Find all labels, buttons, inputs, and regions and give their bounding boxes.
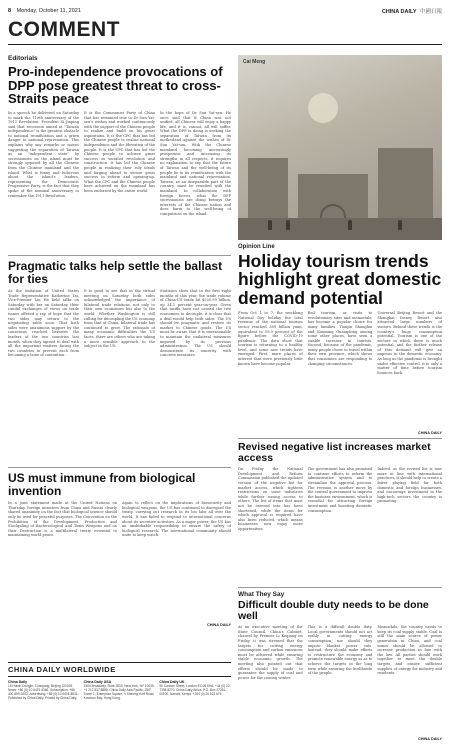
footer-block-title: China Daily bbox=[8, 680, 28, 684]
cartoon-illustration bbox=[238, 55, 442, 240]
what-they-say-byline: CHINA DAILY bbox=[418, 737, 442, 742]
masthead-footer bbox=[8, 662, 231, 700]
second-editorial-col-3: Statistics show that in the first eight months of this year, the trade volume of China-US trade hit $500.99 billion, up 34.1 percent year-on-year. Given that tariffs have not caused the two economies to decouple, it is clear that a deal would help both sides. The US should be pragmatic and restore its market to Chinese goods. The US must be aware that it is unreasonable to maintain the unilateral measures imposed by its previous administration. The US should demonstrate its sincerity with concrete measures. bbox=[160, 289, 231, 358]
editorials-column bbox=[8, 55, 231, 627]
lead-editorial-col-1: In a speech he delivered on Saturday to mark the 110th anniversary of the 1911 Revolution, President Xi Jinping said that secession aimed at "Taiwan independence" is the greatest obstacle to national reunification and a grave danger to national rejuvenation. This explains why any remarks or moves suggesting the separation of Taiwan as an "independent state" by secessionists on the island must be strongly opposed by all the Chinese from the Chinese mainland and the island. What is funny and ludicrous about the island's leaders, representing the Democratic Progressive Party, is the fact that they spoke of the nominal anniversary to remember the 1911 Revolution. bbox=[8, 110, 79, 198]
section-title: COMMENT bbox=[8, 18, 120, 41]
lead-editorial-col-2: It is the Communist Party of China that has remained true to Dr Sun Yat-sen's wishes and worked continuously with the support of the Chinese people to realize and build on his great aspirations. It is the CPC that has led the Chinese people to realize national independence and the liberation of the people. It is the CPC that has led the Chinese people to achieve great success in socialist revolution and construction. It has led the Chinese people in realizing their ruly ideals and forging ahead to secure great success in reform and opening-up. What the CPC and the Chinese people have achieved on the mainland has been endorsed by the entire world. bbox=[84, 110, 155, 194]
tourist-figure bbox=[286, 220, 290, 230]
third-editorial-col-1: In a joint statement made at the United Nations on Thursday, foreign ministers from China and Russia clearly shared unanimity on the fact that biological science should only be used for peaceful purposes. The Convention on the Prohibition of the Development, Production and Stockpiling of Bacteriological and Toxin Weapons and on their Destruction is a multilateral treaty essential to maintaining world peace. bbox=[8, 501, 117, 538]
tourist-figure bbox=[398, 220, 402, 230]
illustrator-credit: Cai Meng bbox=[243, 59, 266, 65]
divider bbox=[8, 467, 231, 468]
building-shape bbox=[378, 148, 433, 218]
market-access-headline: Revised negative list increases market access bbox=[238, 441, 431, 465]
footer-block bbox=[159, 680, 231, 700]
publication-name: CHINA DAILY bbox=[381, 9, 417, 15]
third-editorial-body bbox=[8, 501, 231, 621]
divider bbox=[8, 255, 231, 256]
tourist-figure bbox=[348, 220, 352, 230]
editorials-label: Editorials bbox=[8, 55, 38, 62]
footer-block-text: 15 Huixin Dongjie, Chaoyang, Beijing 100029. News: +86 (0) 10 6491 8366. Subscription: +86 400-699-0203. Advertising: +86 (0) 10 6491 8631. Published by China Daily. Printed by China Daily. bbox=[8, 684, 79, 700]
tourist-figure bbox=[268, 220, 272, 230]
what-they-say-col-3: Meanwhile, the country needs to keep its coal supply stable. Coal is still the main source of power generation in China, and coal mines should be allowed to increase production in line with the law. All parties should work together to meet the double targets and ensure sufficient supplies of energy for industry and residents. bbox=[377, 625, 443, 676]
opinion-col-1: From Oct 1 to 7, the weeklong National Day holiday the total revenue of the national tourism sector reached 389 billion yuan, equivalent to 59.9 percent of the figure before the COVID-19 pandemic. The data show that tourism is returning to a healthy level, and some new trends have emerged. First, more places of interest that were previously little known have become popular. bbox=[238, 311, 303, 366]
top-bar bbox=[8, 5, 442, 17]
second-editorial-body bbox=[8, 289, 231, 463]
issue-date: Monday, October 11, 2021 bbox=[16, 8, 81, 14]
second-editorial-headline: Pragmatic talks help settle the ballast for ties bbox=[8, 258, 223, 286]
what-they-say-headline: Difficult double duty needs to be done well bbox=[238, 599, 429, 623]
lead-editorial-col-3: In the hope of Dr Sun Yat-sen. He once said that if China was not unified, all Chinese will enjoy a happy life, and it is, cannot, all will suffer. What the DPP is doing is seeking the separation of Taiwan from its motherland against the wishes of Dr Sun Yat-sen. With the Chinese mainland becoming increasingly prosperous and increasing its strengths in all respects, it requires no explanation to say that the future of Taiwan and the well-being of its people lie in its reunification with the mainland and national rejuvenation. Taiwan, as an inseparable part of the country, must be reunited with the mainland. In collaboration with foreign forces, what the DPP secessionists are doing betrays the interests of the Chinese nation and does harm to the well-being of compatriots on the island. bbox=[160, 110, 231, 216]
opinion-body bbox=[238, 311, 442, 429]
footer-block bbox=[84, 680, 156, 700]
footer-masthead: CHINA DAILY WORLDWIDE bbox=[8, 662, 231, 677]
opinion-col-2: Red tourism, or visits to revolutionary sites and memorials, has become a popular choice for many families. Tianjin Shanghai and Kunming Guangdong among some other places, have seen a sizable increase in tourists. Second, because of the pandemic, many people chose to travel within their own province, which shows that consumers are responding to changing circumstances. bbox=[307, 311, 373, 366]
what-they-say-label: What They Say bbox=[238, 591, 285, 599]
opinion-col-3: Universal Beijing Resort and the Shanghai Disney Resort also attracted large numbers of visitors. Behind these trends is the country's huge consumption potential. Tourism is one of the sectors in which there is much potential, and the further release of this demand will give an impetus to the domestic economy. As long as the pandemic is brought under effective control, it is only a matter of time before tourism bounces back. bbox=[377, 311, 443, 375]
footer-contacts bbox=[8, 680, 231, 700]
opinion-headline: Holiday tourism trends highlight great domestic demand potential bbox=[238, 251, 442, 308]
sky-glow bbox=[308, 93, 338, 123]
lead-editorial-headline: Pro-independence provocations of DPP pose greatest threat to cross-Straits peace bbox=[8, 64, 223, 107]
what-they-say-body bbox=[238, 625, 442, 735]
footer-block-title: China Daily UK bbox=[159, 680, 185, 684]
opinion-line-label: Opinion Line bbox=[238, 244, 275, 250]
building-shape bbox=[248, 158, 288, 218]
publication-name-cn: 中國日報 bbox=[419, 9, 442, 15]
market-access-col-3: Indeed, as the revised list is now more in line with international practices, it should help to create a fairer playing field for both domestic and foreign businesses, and encourage investment in the high-tech sectors the country is promoting. bbox=[377, 467, 443, 504]
lead-editorial-body bbox=[8, 111, 231, 251]
second-editorial-col-2: It is good to see that in the virtual meeting on Saturday both sides acknowledged the importance of bilateral trade relations, not only to their own economies but also to the world. Whether Washington is still calling for decoupling the US economy from that of China, bilateral trade has continued to grow. The rationale of many economic difficulties the US faces, there are others who are taking a more sensible approach to the subject in the US. bbox=[84, 289, 155, 349]
footer-block-text: 90 Cannon Street, London EC4N 6HA. +44 (0) 20 7398 8270. China Daily Africa, P.O. Box 27281-00100, Nairobi, Kenya. +254 (0) 20 522 675. bbox=[159, 684, 230, 696]
market-access-col-1: On Friday the National Development and Reform Commission published the updated version of the negative list for market access, which tightens restrictions on some industries while further easing access to others. The list of items that must not be entered into has been shortened, while the items for which approval is required have also been reduced, which means businesses now enjoy more opportunities. bbox=[238, 467, 303, 531]
divider bbox=[238, 438, 442, 439]
opinion-byline: CHINA DAILY bbox=[418, 431, 442, 436]
page-number: 8 bbox=[8, 8, 12, 14]
market-access-col-2: The government has also promised to continue efforts to reform the administrative system and to streamline the approval process. The revision is another move by the central government to improve the business environment, which is essential for attracting foreign investment and boosting domestic consumption. bbox=[307, 467, 373, 513]
what-they-say-col-2: This is a difficult double duty. Local governments should not act rashly in cutting energy consumption, nor should they impose blanket power cuts. Instead, they should make efforts to restructure the economy and promote renewable energy so as to achieve the targets in the long term while ensuring the livelihoods of the people. bbox=[307, 625, 373, 676]
footer-block-text: 1500 Broadway, Suite 2800, New York, NY 10036. +1 212 537 8888. China Daily Asia Pacific, 25/F, Tower 1, Enterprise Square, 9 Sheung Yuet Road, Kowloon Bay, Hong Kong. bbox=[83, 684, 155, 700]
third-editorial-col-2: Again to reflect on the implications of biosecurity and biological weapons, the US has continued to disregard the treaty, carrying out research in its bio labs all over the world. It has failed to respond to international concerns about its secretive activities. As a major power, the US has an unshirkable responsibility to ensure the safety of biological research. The international community should unite to keep watch. bbox=[122, 501, 231, 538]
what-they-say-col-1: At an executive meeting of the State Council, China's Cabinet, chaired by Premier Li Keqiang on Friday, it was stressed that the targets for cutting energy consumption and carbon emissions must be achieved while ensuring stable economic growth. The meeting also pointed out that efforts should be made to guarantee the supply of coal and power for the coming winter. bbox=[238, 625, 303, 680]
opinion-column bbox=[238, 55, 442, 741]
footer-block-title: China Daily USA bbox=[83, 680, 112, 684]
market-access-body bbox=[238, 467, 442, 583]
divider bbox=[238, 587, 442, 588]
third-editorial-headline: US must immune from biological invention bbox=[8, 471, 196, 498]
section-rule bbox=[8, 44, 442, 45]
second-editorial-col-1: As the imitation of United States Trade Representative Katherine Tai, Vice-Premier Liu He held talks on Saturday with her on Saturday, their candid exchanges of views on trade issues offered a ray of hope that the two sides may return to the negotiating table soon. That both sides were unanimous support by the consensus reached between the leaders of the two countries last month, when they agreed to deal with all the important matters facing the two countries to prevent each from becoming a bone of contention. bbox=[8, 289, 79, 358]
editorials-byline: CHINA DAILY bbox=[207, 623, 231, 628]
footer-block bbox=[8, 680, 80, 700]
